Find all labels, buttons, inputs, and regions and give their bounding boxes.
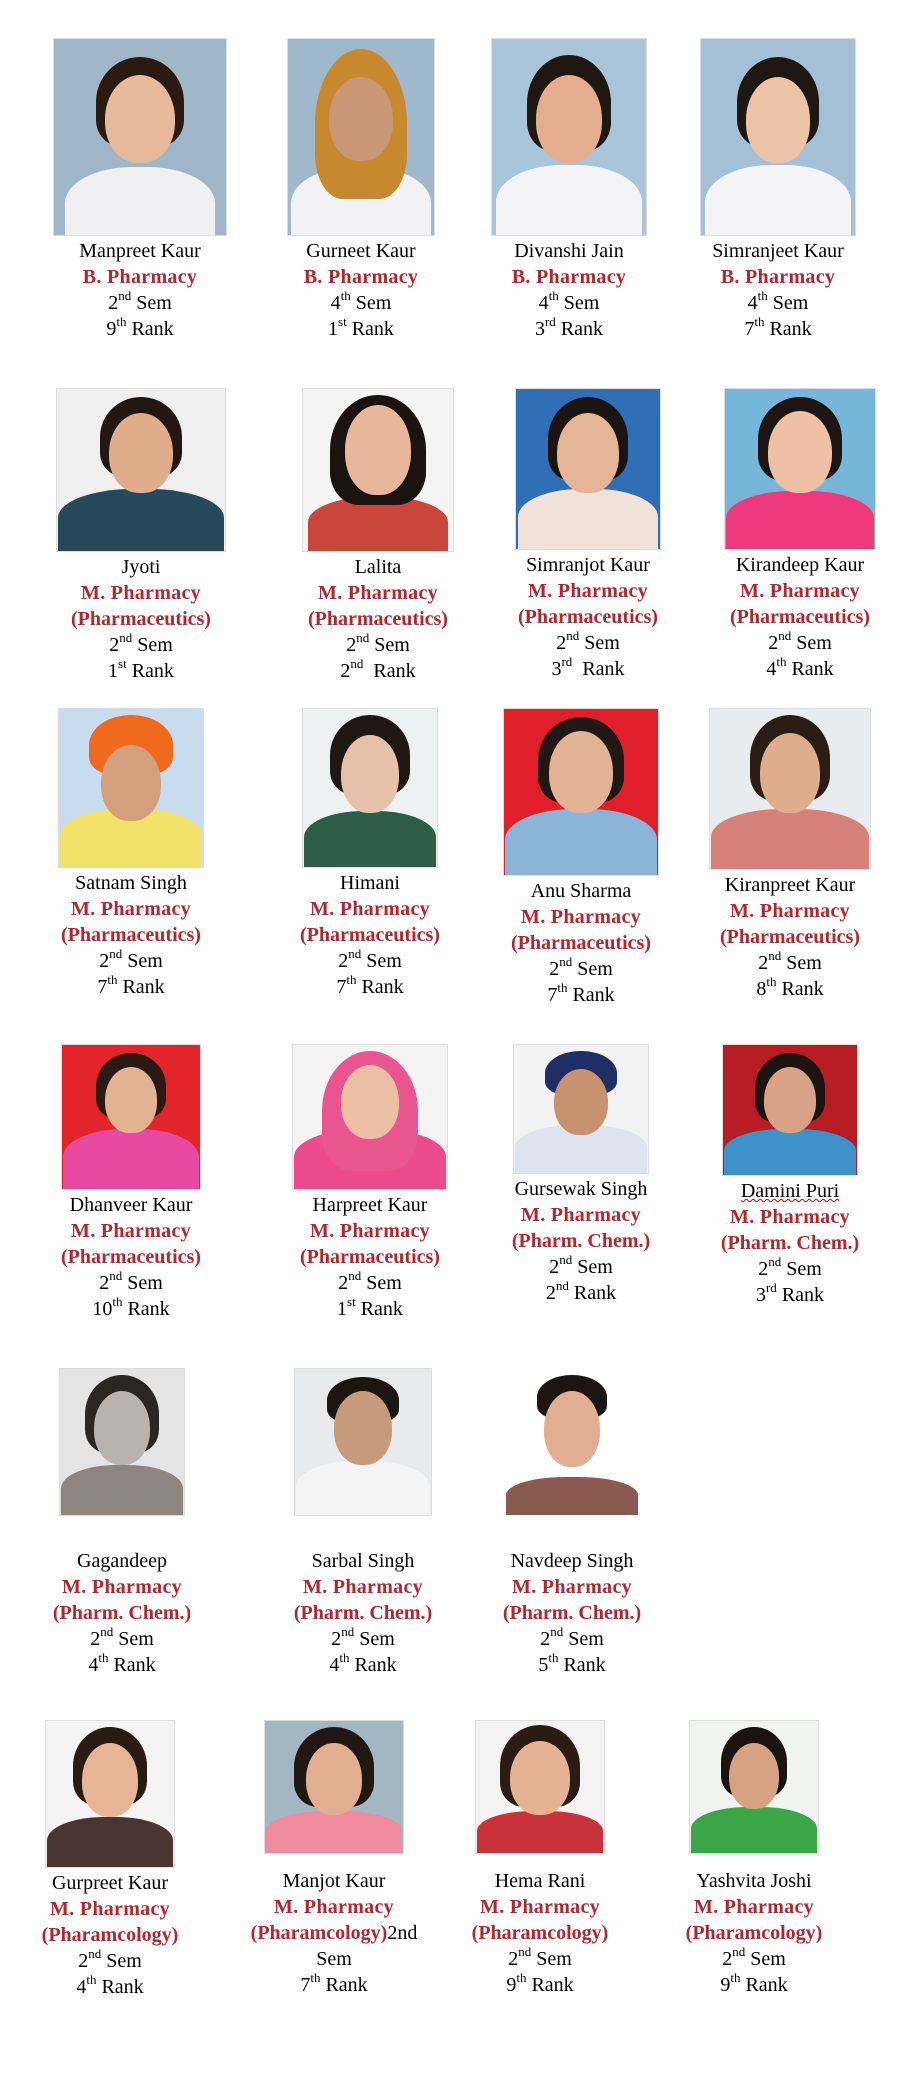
photo-clothing bbox=[496, 165, 642, 236]
student-name: Manpreet Kaur bbox=[79, 240, 201, 262]
student-specialization: (Pharmaceutics) bbox=[730, 606, 870, 628]
student-semester: 2nd Sem bbox=[109, 630, 173, 656]
student-name: Manjot Kaur bbox=[282, 1870, 386, 1892]
photo-face bbox=[334, 1391, 392, 1465]
student-card-dhanveer-kaur bbox=[21, 1044, 241, 1322]
photo-face bbox=[729, 1743, 779, 1809]
student-rank: 7th Rank bbox=[547, 980, 615, 1006]
student-name: Lalita bbox=[354, 556, 402, 578]
photo-clothing bbox=[506, 1477, 638, 1516]
student-name: Gurpreet Kaur bbox=[51, 1872, 169, 1894]
student-specialization: (Pharmaceutics) bbox=[300, 1246, 440, 1268]
student-semester: 2nd Sem bbox=[331, 1624, 395, 1650]
student-program: M. Pharmacy bbox=[81, 582, 201, 604]
student-specialization: (Pharmaceutics) bbox=[308, 608, 448, 630]
student-card-hema-rani bbox=[430, 1720, 650, 1998]
student-specialization: (Pharmaceutics) bbox=[300, 924, 440, 946]
student-card-manjot-kaur bbox=[224, 1720, 444, 1998]
photo-face bbox=[557, 413, 619, 493]
photo-face bbox=[536, 75, 602, 163]
student-semester: 2nd Sem bbox=[556, 628, 620, 654]
student-name: Satnam Singh bbox=[75, 872, 187, 894]
student-card-divanshi-jain bbox=[459, 38, 679, 342]
student-rank: 4th Rank bbox=[766, 654, 834, 680]
student-photo bbox=[475, 1720, 605, 1854]
student-rank: 3rd Rank bbox=[755, 1280, 825, 1306]
student-program: M. Pharmacy bbox=[694, 1896, 814, 1918]
student-photo bbox=[287, 38, 435, 236]
photo-face bbox=[768, 411, 832, 493]
student-name: Harpreet Kaur bbox=[312, 1194, 428, 1216]
student-card-sarbal-singh bbox=[253, 1368, 473, 1678]
student-photo bbox=[513, 1044, 649, 1174]
student-specialization: (Pharamcology) bbox=[41, 1924, 179, 1946]
photo-face bbox=[345, 405, 411, 495]
photo-face bbox=[341, 735, 399, 813]
student-program: M. Pharmacy bbox=[62, 1576, 182, 1598]
student-name: Yashvita Joshi bbox=[696, 1870, 812, 1892]
student-specialization: (Pharm. Chem.) bbox=[511, 1230, 651, 1252]
student-photo bbox=[689, 1720, 819, 1854]
student-rank: 9th Rank bbox=[720, 1970, 788, 1996]
student-specialization: (Pharm. Chem.) bbox=[52, 1602, 192, 1624]
student-rank: 2nd Rank bbox=[545, 1278, 617, 1304]
photo-face bbox=[764, 1067, 816, 1133]
student-card-anu-sharma bbox=[471, 708, 691, 1008]
student-program: M. Pharmacy bbox=[521, 906, 641, 928]
student-card-jyoti bbox=[31, 388, 251, 684]
photo-face bbox=[109, 413, 173, 493]
student-card-simranjeet-kaur bbox=[668, 38, 888, 342]
student-photo bbox=[504, 1368, 640, 1516]
student-rank: 7th Rank bbox=[300, 1970, 368, 1996]
student-card-kiranpreet-kaur bbox=[680, 708, 900, 1002]
student-name: Sarbal Singh bbox=[311, 1550, 415, 1572]
student-semester: 2nd Sem bbox=[90, 1624, 154, 1650]
photo-clothing bbox=[61, 1465, 183, 1516]
student-specialization: (Pharmaceutics) bbox=[61, 924, 201, 946]
student-specialization: (Pharm. Chem.) bbox=[293, 1602, 433, 1624]
student-semester: 4th Sem bbox=[538, 288, 600, 314]
photo-clothing bbox=[518, 489, 658, 550]
student-specialization: (Pharmaceutics) bbox=[61, 1246, 201, 1268]
student-program: M. Pharmacy bbox=[528, 580, 648, 602]
student-semester: 2nd Sem bbox=[540, 1624, 604, 1650]
student-name: Kiranpreet Kaur bbox=[724, 874, 856, 896]
photo-face bbox=[306, 1743, 362, 1815]
student-name: Hema Rani bbox=[494, 1870, 586, 1892]
photo-face bbox=[510, 1741, 570, 1815]
photo-clothing bbox=[726, 491, 874, 550]
student-name: Gagandeep bbox=[77, 1550, 167, 1572]
photo-face bbox=[105, 1067, 157, 1133]
student-program: M. Pharmacy bbox=[730, 900, 850, 922]
student-rank: 4th Rank bbox=[329, 1650, 397, 1676]
student-program: B. Pharmacy bbox=[511, 266, 627, 288]
student-name: Dhanveer Kaur bbox=[69, 1194, 193, 1216]
photo-clothing bbox=[505, 809, 657, 876]
student-program: M. Pharmacy bbox=[50, 1898, 170, 1920]
student-semester: 2nd Sem bbox=[108, 288, 172, 314]
student-rank: 1st Rank bbox=[108, 656, 174, 682]
student-name: Gursewak Singh bbox=[514, 1178, 648, 1200]
student-name: Jyoti bbox=[121, 556, 161, 578]
student-semester: 2nd Sem bbox=[99, 1268, 163, 1294]
student-photo bbox=[302, 388, 454, 552]
student-semester: 2nd Sem bbox=[338, 946, 402, 972]
student-photo bbox=[302, 708, 438, 868]
student-specialization: (Pharamcology) bbox=[471, 1922, 609, 1944]
student-photo bbox=[264, 1720, 404, 1854]
student-specialization: (Pharm. Chem.) bbox=[720, 1232, 860, 1254]
student-specialization: (Pharamcology) bbox=[685, 1922, 823, 1944]
photo-face bbox=[101, 745, 161, 821]
photo-face bbox=[760, 733, 820, 813]
photo-clothing bbox=[691, 1807, 817, 1854]
student-card-harpreet-kaur bbox=[260, 1044, 480, 1322]
student-rank: 10th Rank bbox=[92, 1294, 170, 1320]
student-rank: 7th Rank bbox=[97, 972, 165, 998]
student-photo bbox=[292, 1044, 448, 1190]
student-photo bbox=[294, 1368, 432, 1516]
photo-face bbox=[746, 77, 810, 163]
student-name: Damini Puri bbox=[740, 1180, 840, 1202]
student-rank: 1st Rank bbox=[328, 314, 394, 340]
photo-clothing bbox=[724, 1129, 856, 1176]
photo-clothing bbox=[63, 1129, 199, 1190]
student-name: Simranjot Kaur bbox=[526, 554, 650, 576]
student-photo bbox=[503, 708, 659, 876]
student-semester: 2nd Sem bbox=[549, 954, 613, 980]
photo-face bbox=[329, 77, 393, 161]
student-photo bbox=[491, 38, 647, 236]
student-card-himani bbox=[260, 708, 480, 1000]
student-semester: 2nd Sem bbox=[768, 628, 832, 654]
student-name: Anu Sharma bbox=[530, 880, 632, 902]
student-semester: 2nd Sem bbox=[508, 1944, 572, 1970]
student-specialization: (Pharamcology)2nd bbox=[250, 1922, 418, 1944]
photo-clothing bbox=[477, 1811, 603, 1854]
student-specialization: (Pharmaceutics) bbox=[511, 932, 651, 954]
student-name: Divanshi Jain bbox=[514, 240, 624, 262]
photo-clothing bbox=[266, 1811, 402, 1854]
photo-clothing bbox=[58, 489, 224, 552]
photo-face bbox=[544, 1391, 600, 1467]
student-rank: 4th Rank bbox=[76, 1972, 144, 1998]
student-rank: 9th Rank bbox=[106, 314, 174, 340]
photo-clothing bbox=[308, 497, 448, 552]
student-photo bbox=[53, 38, 227, 236]
student-card-gursewak-singh bbox=[471, 1044, 691, 1306]
student-program: M. Pharmacy bbox=[730, 1206, 850, 1228]
student-card-yashvita-joshi bbox=[644, 1720, 864, 1998]
student-program: B. Pharmacy bbox=[720, 266, 836, 288]
student-semester: 4th Sem bbox=[747, 288, 809, 314]
student-rank: 2nd Rank bbox=[340, 656, 416, 682]
student-photo bbox=[56, 388, 226, 552]
student-rank: 7th Rank bbox=[744, 314, 812, 340]
student-program: M. Pharmacy bbox=[71, 898, 191, 920]
student-photo bbox=[724, 388, 876, 550]
student-semester: 4th Sem bbox=[330, 288, 392, 314]
student-semester: 2nd Sem bbox=[99, 946, 163, 972]
student-photo bbox=[700, 38, 856, 236]
photo-face bbox=[82, 1743, 138, 1817]
student-rank: 3rd Rank bbox=[534, 314, 604, 340]
student-rank: 7th Rank bbox=[336, 972, 404, 998]
student-photo bbox=[709, 708, 871, 870]
student-program: M. Pharmacy bbox=[740, 580, 860, 602]
student-program: B. Pharmacy bbox=[303, 266, 419, 288]
student-program: M. Pharmacy bbox=[318, 582, 438, 604]
photo-face bbox=[554, 1069, 608, 1135]
student-card-damini-puri bbox=[680, 1044, 900, 1308]
student-card-lalita bbox=[268, 388, 488, 684]
student-rank: 8th Rank bbox=[756, 974, 824, 1000]
student-rank: 3rd Rank bbox=[551, 654, 625, 680]
photo-face bbox=[341, 1065, 399, 1139]
student-semester: 2nd Sem bbox=[346, 630, 410, 656]
student-card-simranjot-kaur bbox=[478, 388, 698, 682]
photo-clothing bbox=[705, 165, 851, 236]
student-card-navdeep-singh bbox=[462, 1368, 682, 1678]
student-card-kirandeep-kaur bbox=[690, 388, 910, 682]
student-name: Himani bbox=[340, 872, 400, 894]
student-rank: 9th Rank bbox=[506, 1970, 574, 1996]
photo-clothing bbox=[304, 811, 436, 868]
student-photo bbox=[61, 1044, 201, 1190]
photo-clothing bbox=[47, 1817, 173, 1868]
student-name: Kirandeep Kaur bbox=[735, 554, 865, 576]
student-name: Gurneet Kaur bbox=[306, 240, 416, 262]
student-program: B. Pharmacy bbox=[82, 266, 198, 288]
student-specialization: (Pharmaceutics) bbox=[720, 926, 860, 948]
photo-face bbox=[549, 731, 613, 813]
student-card-satnam-singh bbox=[21, 708, 241, 1000]
student-rank: 1st Rank bbox=[337, 1294, 403, 1320]
student-rank: 5th Rank bbox=[538, 1650, 606, 1676]
photo-face bbox=[94, 1391, 150, 1465]
photo-face bbox=[105, 75, 175, 163]
student-semester: 2nd Sem bbox=[758, 1254, 822, 1280]
photo-clothing bbox=[296, 1461, 430, 1516]
student-card-gurpreet-kaur bbox=[0, 1720, 220, 2000]
student-specialization: (Pharmaceutics) bbox=[71, 608, 211, 630]
student-card-gurneet-kaur bbox=[251, 38, 471, 342]
student-semester: 2nd Sem bbox=[338, 1268, 402, 1294]
photo-clothing bbox=[711, 809, 869, 870]
student-name: Simranjeet Kaur bbox=[712, 240, 844, 262]
student-program: M. Pharmacy bbox=[521, 1204, 641, 1226]
student-program: M. Pharmacy bbox=[480, 1896, 600, 1918]
student-photo bbox=[722, 1044, 858, 1176]
student-semester: 2nd Sem bbox=[722, 1944, 786, 1970]
student-specialization: (Pharmaceutics) bbox=[518, 606, 658, 628]
student-semester: 2nd Sem bbox=[78, 1946, 142, 1972]
student-photo bbox=[59, 1368, 185, 1516]
student-program: M. Pharmacy bbox=[303, 1576, 423, 1598]
student-name: Navdeep Singh bbox=[510, 1550, 634, 1572]
student-program: M. Pharmacy bbox=[512, 1576, 632, 1598]
photo-clothing bbox=[65, 167, 215, 236]
student-card-manpreet-kaur bbox=[30, 38, 250, 342]
student-program: M. Pharmacy bbox=[274, 1896, 394, 1918]
student-card-gagandeep bbox=[12, 1368, 232, 1678]
student-rank: 4th Rank bbox=[88, 1650, 156, 1676]
student-photo bbox=[45, 1720, 175, 1868]
student-program: M. Pharmacy bbox=[310, 1220, 430, 1242]
student-specialization: (Pharm. Chem.) bbox=[502, 1602, 642, 1624]
student-program: M. Pharmacy bbox=[310, 898, 430, 920]
student-program: M. Pharmacy bbox=[71, 1220, 191, 1242]
student-semester: 2nd Sem bbox=[758, 948, 822, 974]
student-semester: 2nd Sem bbox=[549, 1252, 613, 1278]
student-photo bbox=[58, 708, 204, 868]
student-semester: Sem bbox=[316, 1948, 352, 1970]
student-photo bbox=[515, 388, 661, 550]
